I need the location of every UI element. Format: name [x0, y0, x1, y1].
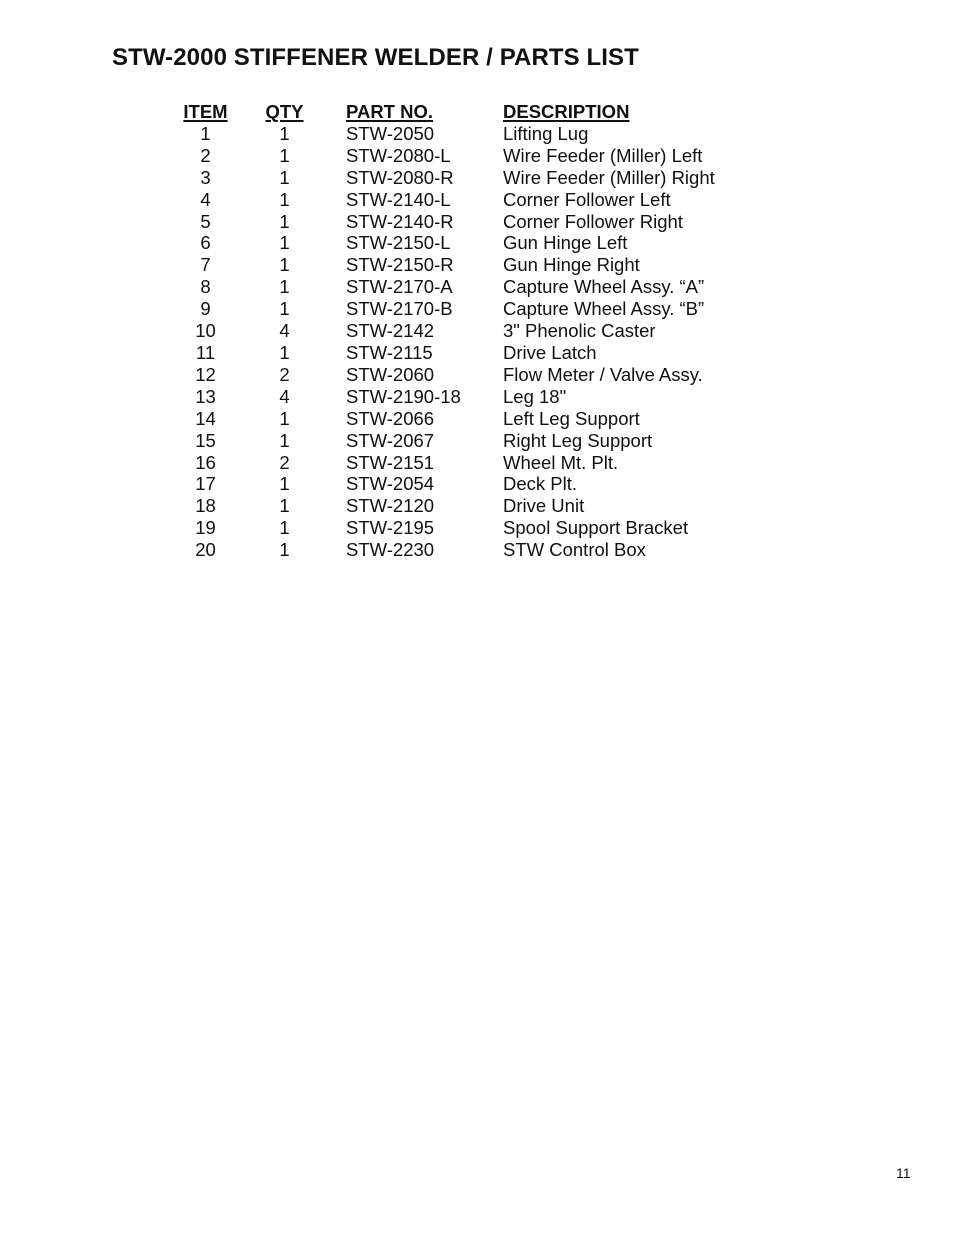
cell-item: 6 [200, 232, 211, 254]
cell-part-no: STW-2140-L [346, 188, 451, 210]
cell-qty: 1 [279, 539, 290, 561]
cell-item: 4 [200, 188, 211, 210]
cell-description: Spool Support Bracket [503, 517, 689, 539]
cell-qty: 1 [279, 210, 290, 232]
cell-description: Leg 18" [503, 385, 567, 407]
header-description: DESCRIPTION [503, 101, 630, 122]
cell-description: Gun Hinge Right [503, 254, 640, 276]
table-row [170, 211, 763, 233]
cell-part-no: STW-2054 [346, 473, 435, 495]
cell-description: Drive Latch [503, 341, 597, 363]
cell-part-no: STW-2066 [346, 407, 435, 429]
table-row [170, 123, 763, 145]
cell-part-no: STW-2120 [346, 495, 435, 517]
table-header-row [170, 101, 763, 123]
cell-description: Wheel Mt. Plt. [503, 451, 619, 473]
cell-description: STW Control Box [503, 539, 646, 561]
cell-part-no: STW-2170-A [346, 276, 453, 298]
cell-qty: 1 [279, 166, 290, 188]
table-row [170, 167, 763, 189]
cell-item: 2 [200, 144, 211, 166]
cell-qty: 2 [279, 451, 290, 473]
cell-part-no: STW-2060 [346, 363, 435, 385]
cell-description: Capture Wheel Assy. “A” [503, 276, 705, 298]
cell-qty: 1 [279, 232, 290, 254]
cell-description: Corner Follower Right [503, 210, 683, 232]
cell-qty: 1 [279, 517, 290, 539]
parts-table-body [170, 123, 763, 561]
table-row [170, 254, 763, 276]
table-row [170, 298, 763, 320]
cell-qty: 1 [279, 144, 290, 166]
cell-qty: 1 [279, 341, 290, 363]
cell-item: 5 [200, 210, 211, 232]
cell-part-no: STW-2151 [346, 451, 435, 473]
cell-part-no: STW-2140-R [346, 210, 454, 232]
table-row [170, 430, 763, 452]
table-row [170, 320, 763, 342]
table-row [170, 495, 763, 517]
cell-description: Drive Unit [503, 495, 585, 517]
cell-item: 17 [195, 473, 216, 495]
cell-part-no: STW-2050 [346, 122, 435, 144]
cell-qty: 1 [279, 298, 290, 320]
cell-part-no: STW-2195 [346, 517, 435, 539]
cell-item: 9 [200, 298, 211, 320]
cell-description: 3" Phenolic Caster [503, 320, 656, 342]
cell-qty: 1 [279, 276, 290, 298]
cell-part-no: STW-2230 [346, 539, 435, 561]
cell-description: Right Leg Support [503, 429, 653, 451]
cell-item: 1 [200, 122, 211, 144]
header-item: ITEM [183, 101, 228, 122]
cell-description: Corner Follower Left [503, 188, 671, 210]
parts-list-table [170, 101, 763, 561]
cell-qty: 1 [279, 407, 290, 429]
cell-item: 12 [195, 363, 216, 385]
table-row [170, 517, 763, 539]
cell-part-no: STW-2150-L [346, 232, 451, 254]
cell-qty: 1 [279, 429, 290, 451]
table-row [170, 408, 763, 430]
cell-part-no: STW-2067 [346, 429, 435, 451]
cell-part-no: STW-2080-R [346, 166, 454, 188]
table-row [170, 276, 763, 298]
cell-item: 3 [200, 166, 211, 188]
cell-description: Wire Feeder (Miller) Right [503, 166, 715, 188]
cell-description: Flow Meter / Valve Assy. [503, 363, 703, 385]
cell-qty: 2 [279, 363, 290, 385]
cell-item: 13 [195, 385, 216, 407]
cell-item: 15 [195, 429, 216, 451]
header-qty: QTY [265, 101, 304, 122]
table-row [170, 189, 763, 211]
table-row [170, 342, 763, 364]
cell-description: Left Leg Support [503, 407, 640, 429]
cell-description: Lifting Lug [503, 122, 589, 144]
cell-item: 20 [195, 539, 216, 561]
cell-item: 18 [195, 495, 216, 517]
cell-description: Capture Wheel Assy. “B” [503, 298, 705, 320]
cell-description: Deck Plt. [503, 473, 578, 495]
cell-part-no: STW-2080-L [346, 144, 451, 166]
table-row [170, 232, 763, 254]
cell-qty: 1 [279, 188, 290, 210]
cell-part-no: STW-2150-R [346, 254, 454, 276]
cell-description: Wire Feeder (Miller) Left [503, 144, 703, 166]
cell-item: 7 [200, 254, 211, 276]
cell-part-no: STW-2115 [346, 341, 433, 363]
cell-qty: 4 [279, 320, 290, 342]
page-title: STW-2000 STIFFENER WELDER / PARTS LIST [112, 44, 639, 71]
cell-qty: 1 [279, 495, 290, 517]
cell-description: Gun Hinge Left [503, 232, 628, 254]
cell-part-no: STW-2170-B [346, 298, 453, 320]
header-part-no: PART NO. [346, 101, 434, 122]
cell-item: 19 [195, 517, 216, 539]
page-number: 11 [896, 1165, 911, 1181]
cell-qty: 1 [279, 122, 290, 144]
table-row [170, 145, 763, 167]
cell-qty: 1 [279, 473, 290, 495]
table-row [170, 452, 763, 474]
table-row [170, 386, 763, 408]
cell-qty: 4 [279, 385, 290, 407]
cell-item: 8 [200, 276, 211, 298]
cell-item: 11 [195, 341, 216, 363]
cell-item: 10 [195, 320, 216, 342]
cell-item: 16 [195, 451, 216, 473]
cell-item: 14 [195, 407, 216, 429]
cell-part-no: STW-2142 [346, 320, 435, 342]
table-row [170, 539, 763, 561]
table-row [170, 473, 763, 495]
table-row [170, 364, 763, 386]
cell-qty: 1 [279, 254, 290, 276]
cell-part-no: STW-2190-18 [346, 385, 461, 407]
